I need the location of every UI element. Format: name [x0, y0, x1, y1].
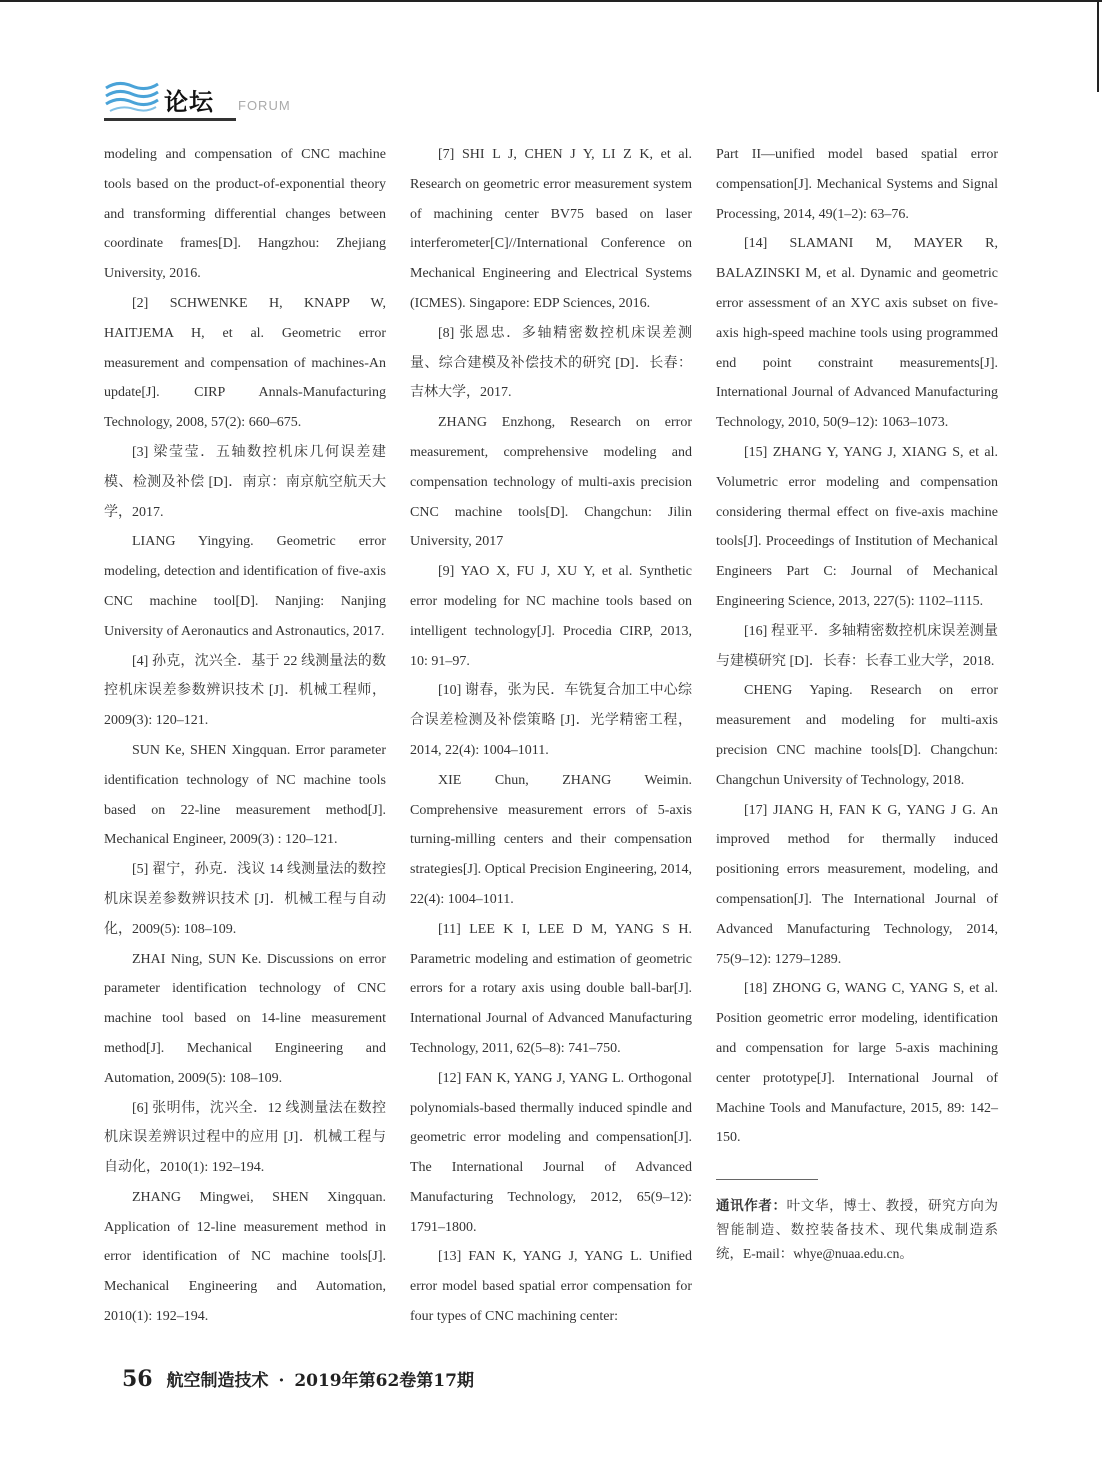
reference-paragraph: [4] 孙克，沈兴全．基于 22 线测量法的数控机床误差参数辨识技术 [J]．机械工程师，2009(3): 120–121. [104, 653, 386, 729]
reference-paragraph: modeling and compensation of CNC machine tools based on the product-of-exponential theory and transforming differential changes between coordinate frames[D]. Hangzhou: Zhejiang University, 2016. [104, 147, 386, 282]
top-border [0, 0, 1102, 2]
footer-separator: · [278, 1371, 285, 1391]
reference-paragraph: [16] 程亚平．多轴精密数控机床误差测量与建模研究 [D]．长春：长春工业大学，2018. [716, 623, 998, 669]
column-3 [716, 140, 998, 1266]
column-1 [104, 140, 386, 1332]
header-rule [104, 118, 236, 121]
column-2 [410, 140, 692, 1332]
corresponding-author-note [716, 1194, 998, 1266]
reference-paragraph: [12] FAN K, YANG J, YANG L. Orthogonal polynomials-based thermally induced spindle and geometric error modeling and compensation[J]. The International Journal of Advanced Manufacturing Technology, 2012, 65(9–12): 1791–1800. [410, 1070, 692, 1235]
waves-logo-icon [104, 78, 160, 116]
reference-paragraph: [6] 张明伟，沈兴全．12 线测量法在数控机床误差辨识过程中的应用 [J]．机械工程与自动化，2010(1): 192–194. [104, 1100, 386, 1176]
reference-paragraph: XIE Chun, ZHANG Weimin. Comprehensive measurement errors of 5-axis turning-milling centers and their compensation strategies[J]. Optical Precision Engineering, 2014, 22(4): 1004–1011. [410, 772, 692, 907]
reference-paragraph: ZHANG Enzhong, Research on error measurement, comprehensive modeling and compensation technology of multi-axis precision CNC machine tools[D]. Changchun: Jilin University, 2017 [410, 415, 692, 550]
reference-paragraph: [8] 张恩忠．多轴精密数控机床误差测量、综合建模及补偿技术的研究 [D]．长春：吉林大学，2017. [410, 325, 692, 401]
page-footer [122, 1366, 474, 1392]
reference-paragraph: ZHAI Ning, SUN Ke. Discussions on error parameter identification technology of CNC machine tool based on 14-line measurement method[J]. Mechanical Engineering and Automation, 2009(5): 108–109. [104, 951, 386, 1086]
reference-paragraph: [7] SHI L J, CHEN J Y, LI Z K, et al. Research on geometric error measurement system of machining center BV75 based on laser interferometer[C]//International Conference on Mechanical Engineering and Electrical Systems (ICMES). Singapore: EDP Sciences, 2016. [410, 147, 692, 311]
reference-paragraph: [11] LEE K I, LEE D M, YANG S H. Parametric modeling and estimation of geometric errors for a rotary axis using double ball-bar[J]. International Journal of Advanced Manufacturing Technology, 2011, 62(5–8): 741–750. [410, 921, 692, 1056]
right-border [1097, 0, 1099, 92]
reference-paragraph: [14] SLAMANI M, MAYER R, BALAZINSKI M, et al. Dynamic and geometric error assessment of an XYC axis subset on five-axis high-speed machine tools using programmed end point constraint measurements[J]. International Journal of Advanced Manufacturing Technology, 2010, 50(9–12): 1063–1073. [716, 236, 998, 431]
page-number: 56 [122, 1366, 153, 1392]
reference-paragraph: [3] 梁莹莹．五轴数控机床几何误差建模、检测及补偿 [D]．南京：南京航空航天大学，2017. [104, 444, 386, 520]
reference-paragraph: [9] YAO X, FU J, XU Y, et al. Synthetic error modeling for NC machine tools based on intelligent technology[J]. Procedia CIRP, 2013, 10: 91–97. [410, 564, 692, 669]
reference-paragraph: [15] ZHANG Y, YANG J, XIANG S, et al. Volumetric error modeling and compensation considering thermal effect on five-axis machine tools[J]. Proceedings of Institution of Mechanical Engineers Part C: Journal of Mechanical Engineering Science, 2013, 227(5): 1102–1115. [716, 444, 998, 609]
reference-paragraph: [18] ZHONG G, WANG C, YANG S, et al. Position geometric error modeling, identification and compensation for large 5-axis machining center prototype[J]. International Journal of Machine Tools and Manufacture, 2015, 89: 142–150. [716, 981, 998, 1146]
journal-issue: 2019年第62卷第17期 [294, 1371, 474, 1391]
reference-paragraph: [10] 谢春，张为民．车铣复合加工中心综合误差检测及补偿策略 [J]．光学精密工程，2014, 22(4): 1004–1011. [410, 683, 692, 758]
footnote-text: 叶文华，博士、教授，研究方向为智能制造、数控装备技术、现代集成制造系统，E-mail：whye@nuaa.edu.cn。 [716, 1198, 999, 1262]
reference-paragraph: [2] SCHWENKE H, KNAPP W, HAITJEMA H, et al. Geometric error measurement and compensation of machines-An update[J]. CIRP Annals-Manufacturing Technology, 2008, 57(2): 660–675. [104, 295, 386, 431]
footnote-label: 通讯作者： [716, 1198, 787, 1214]
reference-paragraph: ZHANG Mingwei, SHEN Xingquan. Application of 12-line measurement method in error identification of NC machine tools[J]. Mechanical Engineering and Automation, 2010(1): 192–194. [104, 1189, 386, 1325]
reference-paragraph: SUN Ke, SHEN Xingquan. Error parameter identification technology of NC machine tools based on 22-line measurement method[J]. Mechanical Engineer, 2009(3) : 120–121. [104, 742, 386, 848]
reference-paragraph: CHENG Yaping. Research on error measurement and modeling for multi-axis precision CNC machine tools[D]. Changchun: Changchun University of Technology, 2018. [716, 683, 998, 788]
reference-paragraph: Part II—unified model based spatial error compensation[J]. Mechanical Systems and Signal Processing, 2014, 49(1–2): 63–76. [716, 147, 998, 222]
section-title-cn: 论坛 [164, 87, 214, 116]
journal-name: 航空制造技术 [166, 1371, 269, 1391]
section-header [104, 76, 1004, 122]
reference-paragraph: LIANG Yingying. Geometric error modeling, detection and identification of five-axis CNC machine tool[D]. Nanjing: Nanjing University of Aeronautics and Astronautics, 2017. [104, 534, 386, 639]
reference-paragraph: [13] FAN K, YANG J, YANG L. Unified error model based spatial error compensation for four types of CNC machining center: [410, 1249, 692, 1325]
reference-paragraph: [17] JIANG H, FAN K G, YANG J G. An improved method for thermally induced positioning errors measurement, modeling, and compensation[J]. The International Journal of Advanced Manufacturing Technology, 2014, 75(9–12): 1279–1289. [716, 802, 998, 967]
reference-paragraph: [5] 翟宁，孙克．浅议 14 线测量法的数控机床误差参数辨识技术 [J]．机械工程与自动化，2009(5): 108–109. [104, 862, 386, 937]
section-title-en: FORUM [238, 98, 291, 113]
footnote-rule [716, 1179, 818, 1180]
